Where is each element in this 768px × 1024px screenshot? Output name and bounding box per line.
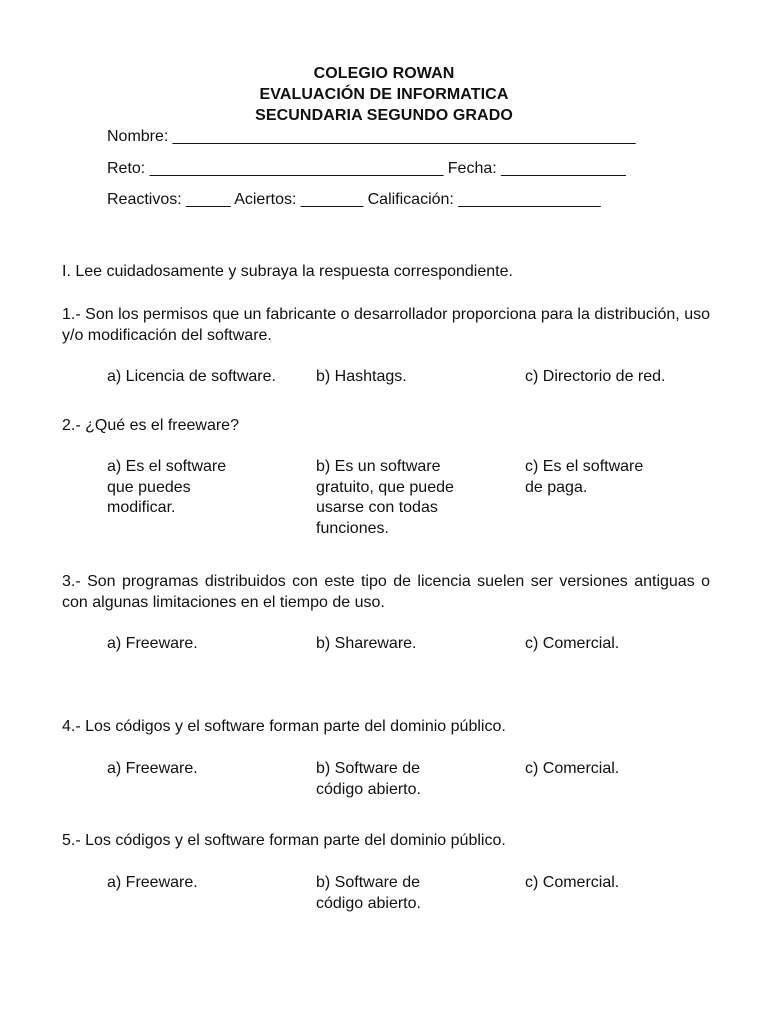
reactivos-aciertos-calificacion-field: Reactivos: _____ Aciertos: _______ Calificación: ________________: [107, 191, 601, 208]
question-2-option-b: b) Es un software gratuito, que puede usarse con todas funciones.: [316, 458, 454, 537]
exam-title: EVALUACIÓN DE INFORMATICA: [259, 86, 509, 103]
question-4-option-a: a) Freeware.: [107, 760, 198, 777]
question-2-option-c: c) Es el software de paga.: [525, 458, 644, 496]
question-3-text: 3.- Son programas distribuidos con este tipo de licencia suelen ser versiones antiguas o con algunas limitaciones en el tiempo de uso.: [62, 573, 710, 611]
question-2-option-a: a) Es el software que puedes modificar.: [107, 458, 227, 516]
question-3-option-a: a) Freeware.: [107, 635, 198, 652]
exam-level: SECUNDARIA SEGUNDO GRADO: [255, 107, 513, 124]
question-5-option-a: a) Freeware.: [107, 874, 198, 891]
question-4-option-c: c) Comercial.: [525, 760, 620, 777]
question-3-option-b: b) Shareware.: [316, 635, 417, 652]
question-1-option-b: b) Hashtags.: [316, 368, 407, 385]
reto-fecha-field: Reto: _________________________________ Fecha: ______________: [107, 160, 626, 177]
section-instruction: I. Lee cuidadosamente y subraya la respuesta correspondiente.: [62, 263, 513, 280]
question-1-option-a: a) Licencia de software.: [107, 368, 276, 385]
question-5-option-b: b) Software de código abierto.: [316, 874, 421, 912]
question-5-option-c: c) Comercial.: [525, 874, 620, 891]
question-1-option-c: c) Directorio de red.: [525, 368, 666, 385]
question-3-option-c: c) Comercial.: [525, 635, 620, 652]
question-4-option-b: b) Software de código abierto.: [316, 760, 421, 798]
question-2-text: 2.- ¿Qué es el freeware?: [62, 417, 239, 434]
question-5-text: 5.- Los códigos y el software forman parte del dominio público.: [62, 832, 506, 849]
question-4-text: 4.- Los códigos y el software forman parte del dominio público.: [62, 718, 506, 735]
question-1-text: 1.- Son los permisos que un fabricante o desarrollador proporciona para la distribución, uso y/o modificación del software.: [62, 306, 710, 344]
nombre-field: Nombre: ____________________________________________________: [107, 128, 636, 145]
school-name: COLEGIO ROWAN: [313, 65, 455, 82]
